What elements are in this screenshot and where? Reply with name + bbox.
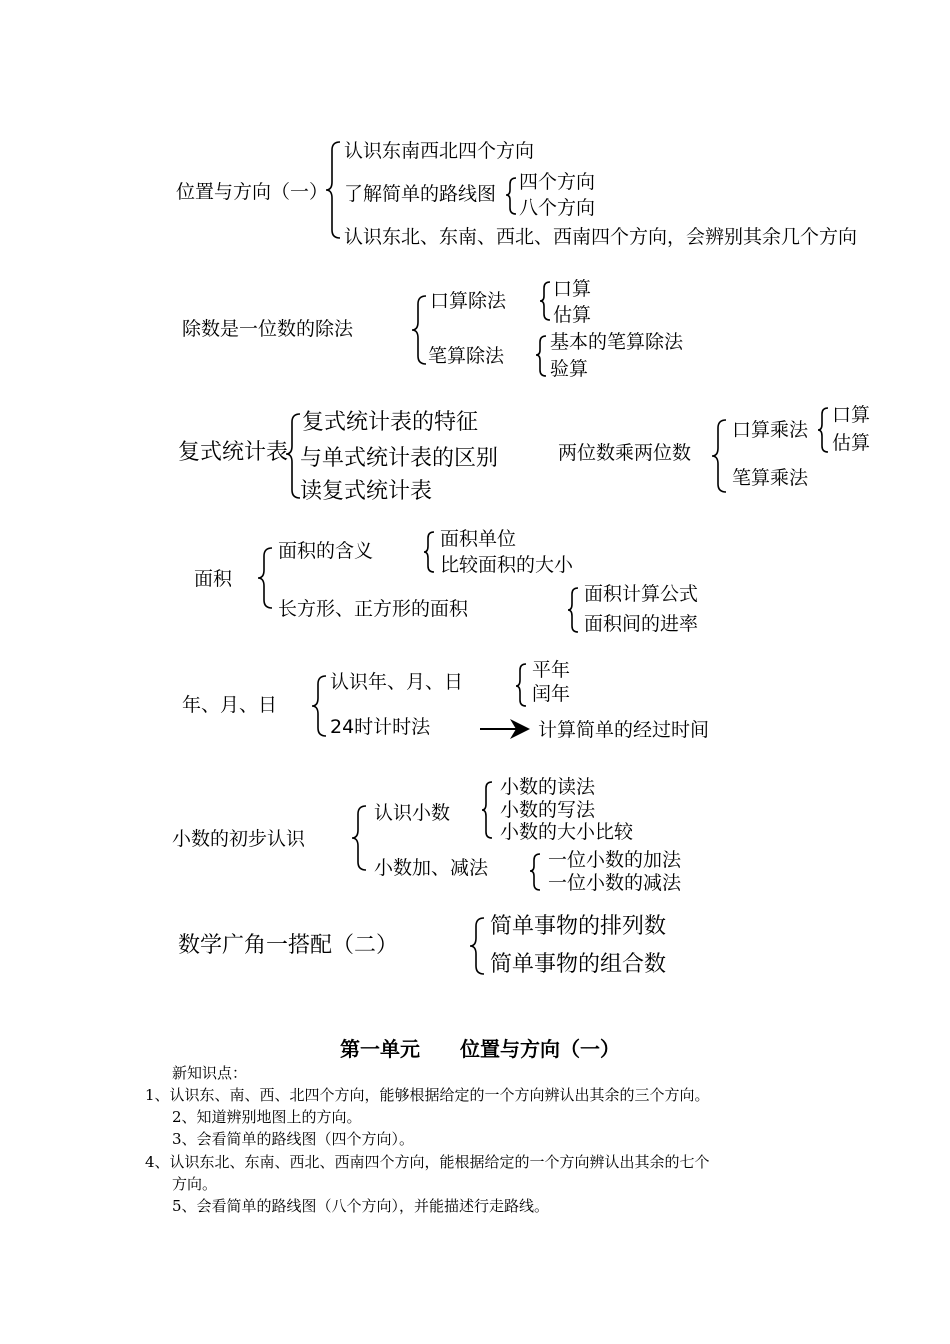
area-branch-2: 长方形、正方形的面积 <box>278 598 469 620</box>
brace-decimals-main <box>352 806 366 870</box>
statistics-item-3: 读复式统计表 <box>300 479 433 504</box>
section-intro: 新知识点： <box>172 1064 248 1082</box>
decimals-b2-sub-1: 一位小数的加法 <box>548 849 682 871</box>
section-point-4-cont: 方向。 <box>172 1175 218 1193</box>
brace-calendar-main <box>312 676 326 736</box>
brace-division-sub2 <box>536 336 546 376</box>
position-root: 位置与方向（一） <box>176 181 329 203</box>
combination-item-2: 简单事物的组合数 <box>490 952 667 977</box>
statistics-item-1: 复式统计表的特征 <box>302 410 479 435</box>
division-branch-2: 笔算除法 <box>428 345 505 367</box>
area-b1-sub-2: 比较面积的大小 <box>440 554 574 576</box>
brace-multiplication-sub <box>818 408 828 452</box>
brace-division-main <box>412 296 426 364</box>
section-point-1: 1、认识东、南、西、北四个方向，能够根据给定的一个方向辨认出其余的三个方向。 <box>145 1086 710 1104</box>
position-item-2: 了解简单的路线图 <box>344 183 497 205</box>
position-item-1: 认识东南西北四个方向 <box>344 140 535 162</box>
division-b1-sub-2: 估算 <box>553 304 592 326</box>
brace-position-main <box>326 142 340 238</box>
brace-area-sub2 <box>568 588 578 632</box>
section-point-3: 3、会看简单的路线图（四个方向）。 <box>172 1130 415 1148</box>
calendar-sub-1: 平年 <box>532 659 571 681</box>
decimals-root: 小数的初步认识 <box>172 828 306 850</box>
multiplication-branch-2: 笔算乘法 <box>732 467 809 489</box>
brace-position-sub <box>506 178 516 214</box>
position-item-3: 认识东北、东南、西北、西南四个方向，会辨别其余几个方向 <box>344 226 858 248</box>
decimals-b2-sub-2: 一位小数的减法 <box>548 872 682 894</box>
brace-area-sub1 <box>424 532 434 572</box>
calendar-arrow-target: 计算简单的经过时间 <box>538 719 710 741</box>
section-point-2: 2、知道辨别地图上的方向。 <box>172 1108 362 1126</box>
section-point-4: 4、认识东北、东南、西北、西南四个方向，能根据给定的一个方向辨认出其余的七个 <box>145 1153 710 1171</box>
arrow-icon <box>480 719 530 739</box>
area-b2-sub-2: 面积间的进率 <box>584 613 699 635</box>
division-branch-1: 口算除法 <box>430 290 507 312</box>
division-b2-sub-1: 基本的笔算除法 <box>550 331 684 353</box>
calendar-root: 年、月、日 <box>182 694 278 716</box>
decimals-b1-sub-2: 小数的写法 <box>500 799 596 821</box>
combination-root: 数学广角一搭配（二） <box>178 933 399 958</box>
division-root: 除数是一位数的除法 <box>182 318 354 340</box>
position-sub-1: 四个方向 <box>519 171 596 193</box>
multiplication-sub-1: 口算 <box>832 404 871 426</box>
area-b1-sub-1: 面积单位 <box>440 528 517 550</box>
brace-area-main <box>258 548 272 608</box>
decimals-b1-sub-3: 小数的大小比较 <box>500 821 634 843</box>
brace-decimals-sub2 <box>530 854 540 890</box>
brace-statistics <box>286 414 300 498</box>
decimals-b1-sub-1: 小数的读法 <box>500 776 596 798</box>
division-b2-sub-2: 验算 <box>550 358 589 380</box>
multiplication-sub-2: 估算 <box>832 432 871 454</box>
brace-decimals-sub1 <box>482 782 492 838</box>
position-sub-2: 八个方向 <box>519 197 596 219</box>
division-b1-sub-1: 口算 <box>553 278 592 300</box>
multiplication-branch-1: 口算乘法 <box>732 419 809 441</box>
brace-combination <box>470 918 484 974</box>
calendar-branch-1: 认识年、月、日 <box>330 671 464 693</box>
brace-division-sub1 <box>540 282 550 320</box>
brace-calendar-sub <box>516 664 526 706</box>
area-branch-1: 面积的含义 <box>278 540 374 562</box>
calendar-sub-2: 闰年 <box>532 683 571 705</box>
statistics-root: 复式统计表 <box>178 440 289 465</box>
decimals-branch-1: 认识小数 <box>374 802 451 824</box>
brace-multiplication-main <box>712 420 726 492</box>
multiplication-root: 两位数乘两位数 <box>558 442 692 464</box>
calendar-branch-2: 24时计时法 <box>330 716 431 738</box>
area-b2-sub-1: 面积计算公式 <box>584 583 699 605</box>
statistics-item-2: 与单式统计表的区别 <box>300 446 499 471</box>
section-point-5: 5、会看简单的路线图（八个方向），并能描述行走路线。 <box>172 1197 550 1215</box>
decimals-branch-2: 小数加、减法 <box>374 857 489 879</box>
area-root: 面积 <box>194 568 233 590</box>
combination-item-1: 简单事物的排列数 <box>490 914 667 939</box>
section-title: 第一单元 位置与方向（一） <box>340 1037 620 1061</box>
